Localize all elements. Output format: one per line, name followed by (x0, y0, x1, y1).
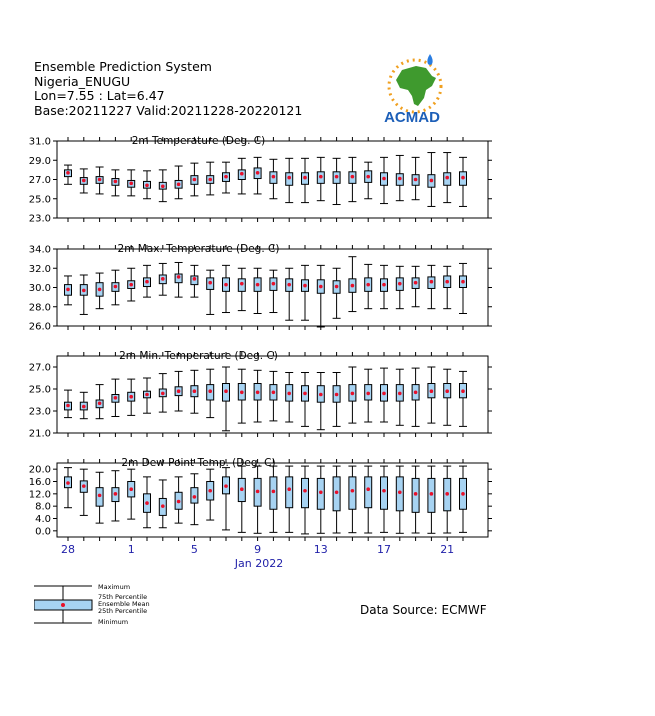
ensemble-mean-dot (82, 405, 86, 409)
panel-title: 2m Max. Temperature (Deg. C) (117, 243, 280, 255)
ensemble-mean-dot (414, 391, 418, 395)
ensemble-mean-dot (129, 487, 133, 491)
ensemble-mean-dot (98, 402, 102, 406)
ensemble-mean-dot (287, 176, 291, 180)
y-tick-label: 30.0 (28, 283, 51, 294)
ensemble-mean-dot (430, 280, 434, 284)
header-dates: Base:20211227 Valid:20211228-20220121 (34, 102, 303, 118)
legend-25th-percentile: 25th Percentile (98, 607, 148, 615)
ensemble-mean-dot (398, 282, 402, 286)
ensemble-mean-dot (177, 183, 181, 187)
y-tick-label: 25.0 (28, 384, 51, 396)
ensemble-mean-dot (351, 175, 355, 179)
y-tick-label: 0.0 (35, 526, 51, 538)
ensemble-mean-dot (272, 282, 276, 286)
y-tick-label: 32.0 (28, 263, 51, 275)
ensemble-mean-dot (114, 492, 118, 496)
ensemble-mean-dot (382, 392, 386, 396)
x-tick-label: 13 (313, 543, 328, 556)
ensemble-mean-dot (161, 504, 165, 508)
ensemble-mean-dot (445, 389, 449, 393)
ensemble-mean-dot (319, 285, 323, 289)
percentile-box (365, 477, 372, 508)
ensemble-mean-dot (319, 175, 323, 179)
logo-text: ACMAD (384, 109, 440, 126)
y-tick-label: 34.0 (28, 244, 51, 256)
ensemble-mean-dot (208, 489, 212, 493)
ensemble-mean-dot (161, 184, 165, 188)
ensemble-mean-dot (66, 481, 70, 485)
ensemble-mean-dot (382, 177, 386, 181)
ensemble-mean-dot (430, 389, 434, 393)
ensemble-mean-dot (335, 490, 339, 494)
ensemble-mean-dot (461, 389, 465, 393)
ensemble-mean-dot (114, 396, 118, 400)
ensemble-mean-dot (414, 178, 418, 182)
percentile-box (286, 477, 293, 508)
ensemble-mean-dot (366, 175, 370, 179)
legend-ensemble-mean: Ensemble Mean (98, 600, 150, 608)
header-coordinates: Lon=7.55 : Lat=6.47 (34, 88, 165, 103)
ensemble-mean-dot (82, 484, 86, 488)
ensemble-mean-dot (303, 489, 307, 493)
ensemble-mean-dot (66, 171, 70, 175)
x-tick-label: 28 (61, 543, 75, 556)
ensemble-mean-dot (240, 487, 244, 491)
ensemble-mean-dot (82, 289, 86, 293)
ensemble-mean-dot (414, 492, 418, 496)
ensemble-mean-dot (319, 490, 323, 494)
ensemble-mean-dot (82, 179, 86, 183)
y-tick-label: 20.0 (28, 464, 51, 476)
y-tick-label: 25.0 (28, 194, 51, 206)
ensemble-mean-dot (193, 277, 197, 281)
ensemble-mean-dot (430, 179, 434, 183)
ensemble-mean-dot (224, 389, 228, 393)
ensemble-mean-dot (287, 392, 291, 396)
ensemble-mean-dot (256, 391, 260, 395)
ensemble-mean-dot (461, 176, 465, 180)
ensemble-mean-dot (256, 490, 260, 494)
percentile-box (381, 477, 388, 509)
ensemble-mean-dot (398, 177, 402, 181)
ensemble-mean-dot (382, 489, 386, 493)
ensemble-mean-dot (161, 277, 165, 281)
ensemble-mean-dot (366, 392, 370, 396)
ensemble-mean-dot (177, 500, 181, 504)
ensemble-mean-dot (66, 404, 70, 408)
y-tick-label: 27.0 (28, 362, 51, 374)
ensemble-mean-dot (303, 176, 307, 180)
ensemble-mean-dot (145, 393, 149, 397)
y-tick-label: 23.0 (28, 406, 51, 418)
ensemble-mean-dot (66, 288, 70, 292)
ensemble-mean-dot (208, 178, 212, 182)
panel-title: 2m Min. Temperature (Deg. C) (119, 350, 278, 362)
ensemble-mean-dot (335, 175, 339, 179)
ensemble-mean-dot (287, 487, 291, 491)
ensemble-mean-dot (224, 283, 228, 287)
y-tick-label: 31.0 (28, 136, 51, 148)
ensemble-mean-dot (366, 487, 370, 491)
ensemble-mean-dot (98, 178, 102, 182)
legend-maximum: Maximum (98, 583, 131, 591)
ensemble-mean-dot (351, 284, 355, 288)
y-tick-label: 8.0 (35, 501, 51, 513)
ensemble-mean-dot (398, 490, 402, 494)
panel-title: 2m Temperature (Deg. C) (131, 135, 266, 147)
ensemble-mean-dot (366, 283, 370, 287)
ensemble-mean-dot (98, 494, 102, 498)
y-tick-label: 21.0 (28, 428, 51, 440)
y-tick-label: 12.0 (28, 489, 51, 501)
x-tick-label: 17 (377, 543, 391, 556)
ensemble-mean-dot (414, 281, 418, 285)
ensemble-mean-dot (114, 180, 118, 184)
ensemble-mean-dot (351, 392, 355, 396)
panel-title: 2m Dew Point Temp. (Deg. C) (121, 457, 276, 469)
y-tick-label: 23.0 (28, 213, 51, 225)
y-tick-label: 26.0 (28, 321, 51, 333)
ensemble-mean-dot (287, 283, 291, 287)
x-tick-label: 5 (190, 543, 198, 556)
ensemble-mean-dot (398, 392, 402, 396)
ensemble-mean-dot (256, 171, 260, 175)
header-title: Ensemble Prediction System (34, 59, 212, 74)
ensemble-mean-dot (240, 391, 244, 395)
y-tick-label: 29.0 (28, 155, 51, 167)
ensemble-mean-dot (161, 392, 165, 396)
ensemble-mean-dot (445, 280, 449, 284)
ensemble-mean-dot (240, 282, 244, 286)
percentile-box (302, 478, 309, 507)
ensemble-mean-dot (129, 283, 133, 287)
ensemble-mean-dot (98, 288, 102, 292)
ensemble-mean-dot (240, 172, 244, 176)
ensemble-mean-dot (445, 492, 449, 496)
ensemble-mean-dot (224, 175, 228, 179)
ensemble-mean-dot (335, 285, 339, 289)
ensemble-mean-dot (303, 284, 307, 288)
ensemble-mean-dot (272, 391, 276, 395)
ensemble-mean-dot (129, 395, 133, 399)
ensemble-mean-dot (193, 495, 197, 499)
legend-box-icon (34, 583, 104, 627)
ensemble-mean-dot (224, 484, 228, 488)
x-month-label: Jan 2022 (234, 557, 284, 570)
ensemble-mean-dot (114, 285, 118, 289)
ensemble-mean-dot (193, 178, 197, 182)
ensemble-mean-dot (145, 183, 149, 187)
y-tick-label: 16.0 (28, 477, 51, 488)
header-location: Nigeria_ENUGU (34, 73, 131, 89)
ensemble-mean-dot (445, 176, 449, 180)
ensemble-mean-dot (177, 275, 181, 279)
ensemble-mean-dot (208, 389, 212, 393)
ensemble-mean-dot (145, 501, 149, 505)
x-tick-label: 21 (440, 543, 455, 556)
legend-75th-percentile: 75th Percentile (98, 593, 148, 601)
ensemble-mean-dot (461, 280, 465, 284)
y-tick-label: 27.0 (28, 175, 51, 186)
ensemble-mean-dot (208, 281, 212, 285)
ensemble-mean-dot (335, 393, 339, 397)
ensemble-mean-dot (382, 283, 386, 287)
ensemble-mean-dot (145, 280, 149, 284)
ensemble-mean-dot (272, 175, 276, 179)
x-tick-label: 9 (254, 543, 262, 556)
ensemble-mean-dot (303, 392, 307, 396)
ensemble-mean-dot (177, 389, 181, 393)
ensemble-mean-dot (461, 492, 465, 496)
ensemble-mean-dot (256, 283, 260, 287)
ensemble-mean-dot (193, 389, 197, 393)
y-tick-label: 28.0 (28, 302, 51, 314)
ensemble-mean-dot (129, 182, 133, 186)
data-source: Data Source: ECMWF (360, 603, 487, 617)
percentile-box (349, 477, 356, 509)
y-tick-label: 4.0 (35, 514, 51, 525)
legend-minimum: Minimum (98, 618, 129, 626)
x-tick-label: 1 (127, 543, 135, 556)
ensemble-mean-dot (430, 492, 434, 496)
ensemble-mean-dot (272, 490, 276, 494)
ensemble-mean-dot (351, 489, 355, 493)
ensemble-mean-dot (319, 393, 323, 397)
